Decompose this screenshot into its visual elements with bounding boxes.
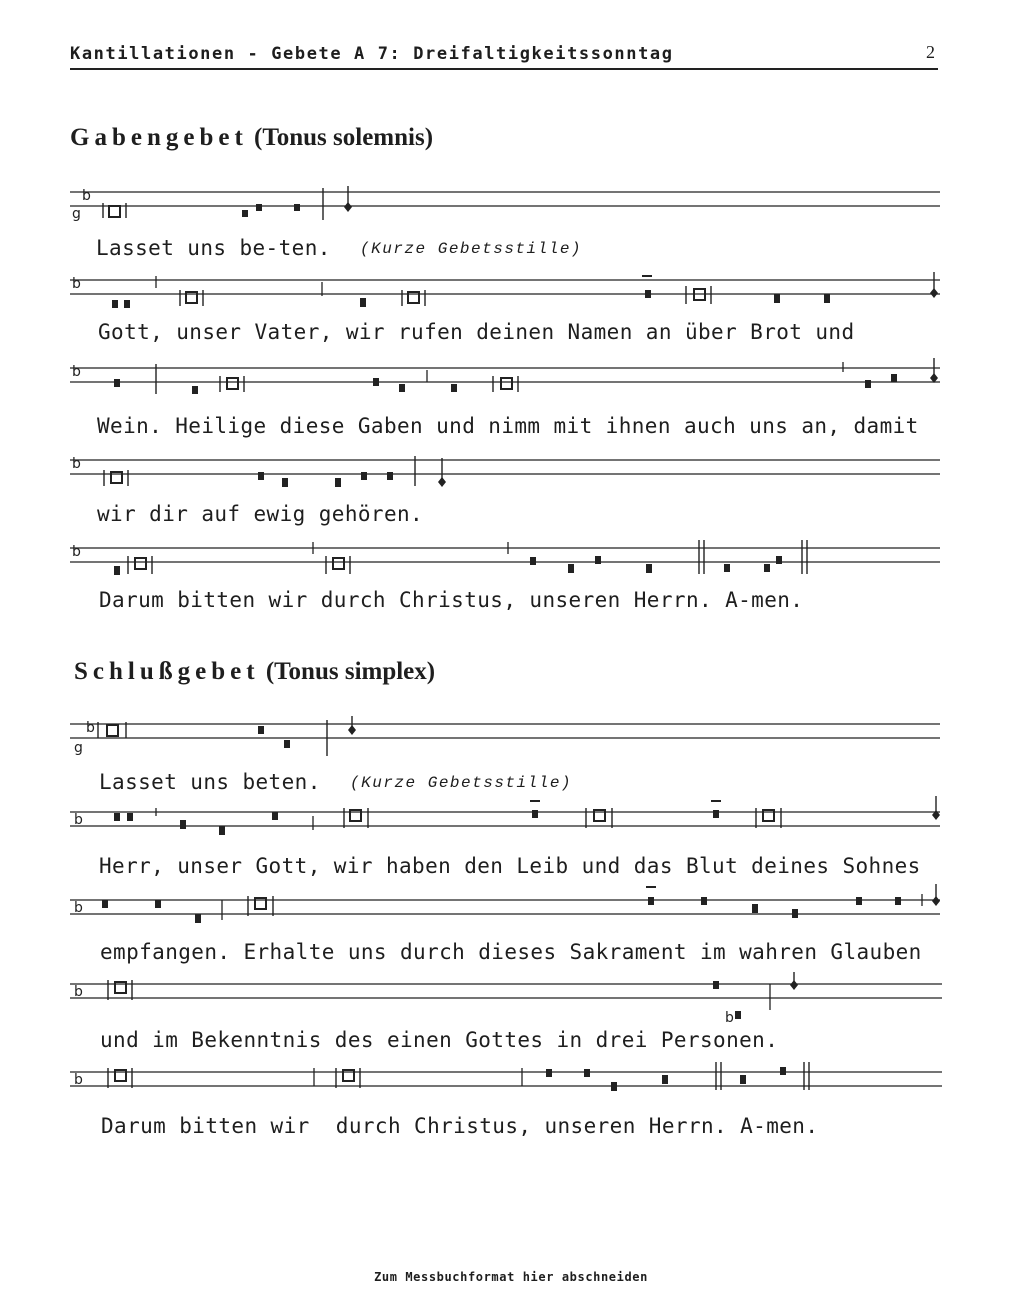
lyric-line: Gott, unser Vater, wir rufen deinen Namen an über Brot und	[98, 320, 855, 344]
section-title-gabengebet	[70, 124, 433, 152]
staff-line	[70, 716, 942, 760]
svg-text:g: g	[72, 206, 81, 222]
lyric-line: Darum bitten wir durch Christus, unseren Herrn. A-men.	[101, 1114, 819, 1138]
svg-text:b: b	[86, 720, 95, 736]
staff-line	[70, 452, 942, 494]
staff-line	[70, 970, 942, 1026]
header-rule	[70, 68, 938, 70]
staff-line	[70, 1058, 942, 1104]
pause-note: (Kurze Gebetsstille)	[350, 774, 573, 792]
lyric-line: Lasset uns beten.	[99, 770, 321, 794]
lyric-line: Herr, unser Gott, wir haben den Leib und das Blut deines Sohnes	[99, 854, 921, 878]
staff-line	[70, 186, 942, 226]
svg-text:b: b	[72, 544, 81, 560]
svg-text:b: b	[74, 1072, 83, 1088]
section-title-name: Schlußgebet	[74, 658, 260, 685]
lyric-line: und im Bekenntnis des einen Gottes in drei Personen.	[100, 1028, 779, 1052]
staff-line	[70, 792, 942, 838]
lyric-line: Lasset uns be-ten.	[96, 236, 331, 260]
lyric-line: Darum bitten wir durch Christus, unseren Herrn. A-men.	[99, 588, 804, 612]
footer-cut-note: Zum Messbuchformat hier abschneiden	[374, 1270, 648, 1284]
svg-text:b: b	[72, 364, 81, 380]
svg-text:b: b	[74, 900, 83, 916]
svg-text:b: b	[74, 812, 83, 828]
lyric-line: Wein. Heilige diese Gaben und nimm mit ihnen auch uns an, damit	[97, 414, 919, 438]
section-title-tonus: (Tonus solemnis)	[254, 124, 434, 151]
svg-text:b: b	[72, 456, 81, 472]
staff-line	[70, 880, 942, 926]
svg-text:g: g	[74, 740, 83, 756]
svg-text:b: b	[82, 188, 91, 204]
staff-line	[70, 358, 942, 398]
header-title: Kantillationen - Gebete A 7: Dreifaltigkeitssonntag	[70, 44, 674, 64]
page-number: 2	[926, 42, 935, 62]
section-title-name: Gabengebet	[70, 124, 248, 151]
staff-line	[70, 540, 942, 580]
section-title-tonus: (Tonus simplex)	[265, 658, 436, 685]
svg-text:b: b	[725, 1010, 734, 1026]
lyric-line: empfangen. Erhalte uns durch dieses Sakrament im wahren Glauben	[100, 940, 922, 964]
section-title-schlussgebet	[74, 658, 435, 686]
staff-line	[70, 272, 942, 312]
svg-text:b: b	[72, 276, 81, 292]
lyric-line: wir dir auf ewig gehören.	[97, 502, 424, 526]
svg-text:b: b	[74, 984, 83, 1000]
pause-note: (Kurze Gebetsstille)	[360, 240, 583, 258]
